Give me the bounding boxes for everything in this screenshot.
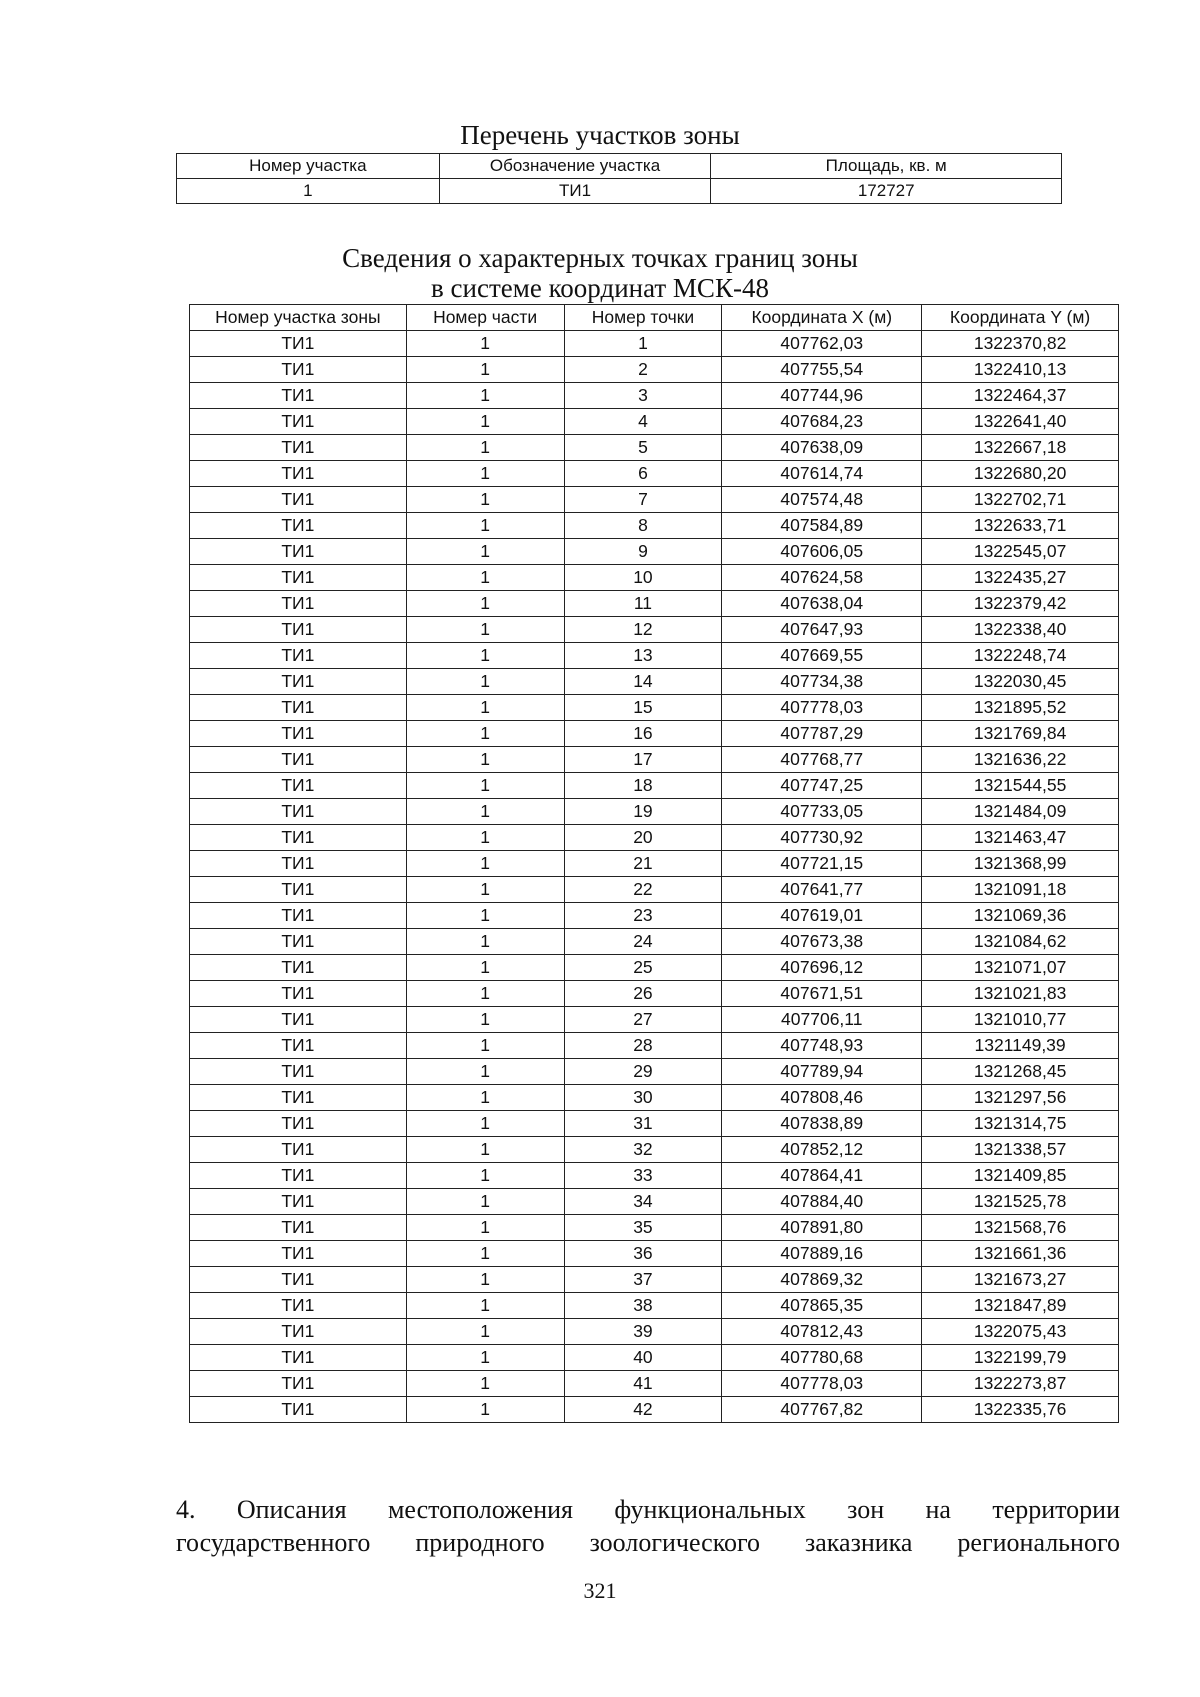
cell-zone-section: ТИ1 — [190, 617, 407, 643]
table-row — [190, 1033, 1119, 1059]
table-row — [190, 1267, 1119, 1293]
cell-part-number: 1 — [406, 591, 564, 617]
paragraph-line — [176, 1526, 1120, 1559]
paragraph-word: территории — [992, 1495, 1120, 1524]
cell-part-number: 1 — [406, 1371, 564, 1397]
header-zone-section: Номер участка зоны — [190, 305, 407, 331]
cell-part-number: 1 — [406, 461, 564, 487]
cell-part-number: 1 — [406, 955, 564, 981]
cell-point-number: 33 — [564, 1163, 722, 1189]
cell-zone-section: ТИ1 — [190, 331, 407, 357]
cell-coordinate-y: 1321368,99 — [922, 851, 1119, 877]
table-row — [190, 539, 1119, 565]
section-4-paragraph — [176, 1493, 1120, 1559]
cell-zone-section: ТИ1 — [190, 1241, 407, 1267]
cell-coordinate-x: 407696,12 — [722, 955, 922, 981]
paragraph-word: заказника — [804, 1528, 913, 1557]
points-table-header-row — [190, 305, 1119, 331]
cell-zone-section: ТИ1 — [190, 565, 407, 591]
cell-zone-section: ТИ1 — [190, 1293, 407, 1319]
points-table-title — [0, 243, 1200, 303]
cell-coordinate-y: 1321525,78 — [922, 1189, 1119, 1215]
cell-part-number: 1 — [406, 747, 564, 773]
cell-part-number: 1 — [406, 877, 564, 903]
cell-zone-section: ТИ1 — [190, 773, 407, 799]
cell-coordinate-x: 407647,93 — [722, 617, 922, 643]
table-row — [190, 1319, 1119, 1345]
cell-coordinate-y: 1321338,57 — [922, 1137, 1119, 1163]
table-row — [190, 825, 1119, 851]
points-table-title-line2: в системе координат МСК-48 — [431, 273, 769, 303]
cell-zone-section: ТИ1 — [190, 487, 407, 513]
cell-coordinate-y: 1322680,20 — [922, 461, 1119, 487]
cell-point-number: 17 — [564, 747, 722, 773]
cell-part-number: 1 — [406, 487, 564, 513]
cell-coordinate-y: 1321297,56 — [922, 1085, 1119, 1111]
table-row — [190, 1137, 1119, 1163]
cell-zone-section: ТИ1 — [190, 695, 407, 721]
cell-part-number: 1 — [406, 539, 564, 565]
paragraph-word: 4. — [176, 1495, 196, 1524]
table-row — [190, 929, 1119, 955]
cell-zone-section: ТИ1 — [190, 1215, 407, 1241]
cell-coordinate-y: 1322273,87 — [922, 1371, 1119, 1397]
cell-zone-section: ТИ1 — [190, 799, 407, 825]
cell-coordinate-y: 1322641,40 — [922, 409, 1119, 435]
cell-part-number: 1 — [406, 903, 564, 929]
cell-part-number: 1 — [406, 1293, 564, 1319]
cell-coordinate-y: 1322545,07 — [922, 539, 1119, 565]
cell-coordinate-y: 1321544,55 — [922, 773, 1119, 799]
cell-part-number: 1 — [406, 643, 564, 669]
cell-part-number: 1 — [406, 1033, 564, 1059]
cell-coordinate-x: 407747,25 — [722, 773, 922, 799]
cell-point-number: 23 — [564, 903, 722, 929]
paragraph-word: природного — [415, 1528, 545, 1557]
paragraph-word: зоологического — [589, 1528, 761, 1557]
cell-coordinate-y: 1321568,76 — [922, 1215, 1119, 1241]
cell-zone-section: ТИ1 — [190, 1267, 407, 1293]
cell-coordinate-y: 1321314,75 — [922, 1111, 1119, 1137]
cell-point-number: 36 — [564, 1241, 722, 1267]
cell-point-number: 18 — [564, 773, 722, 799]
cell-zone-section: ТИ1 — [190, 981, 407, 1007]
cell-part-number: 1 — [406, 773, 564, 799]
table-row — [190, 1345, 1119, 1371]
cell-coordinate-x: 407734,38 — [722, 669, 922, 695]
cell-part-number: 1 — [406, 1059, 564, 1085]
cell-coordinate-x: 407733,05 — [722, 799, 922, 825]
cell-point-number: 24 — [564, 929, 722, 955]
cell-point-number: 28 — [564, 1033, 722, 1059]
cell-coordinate-x: 407706,11 — [722, 1007, 922, 1033]
cell-coordinate-y: 1322075,43 — [922, 1319, 1119, 1345]
table-row — [190, 409, 1119, 435]
cell-part-number: 1 — [406, 1111, 564, 1137]
cell-coordinate-y: 1322633,71 — [922, 513, 1119, 539]
cell-part-number: 1 — [406, 513, 564, 539]
cell-coordinate-y: 1322335,76 — [922, 1397, 1119, 1423]
cell-coordinate-x: 407641,77 — [722, 877, 922, 903]
table-row — [190, 565, 1119, 591]
cell-coordinate-y: 1321484,09 — [922, 799, 1119, 825]
header-part-number: Номер части — [406, 305, 564, 331]
cell-coordinate-x: 407730,92 — [722, 825, 922, 851]
table-row — [190, 643, 1119, 669]
cell-point-number: 27 — [564, 1007, 722, 1033]
cell-coordinate-x: 407780,68 — [722, 1345, 922, 1371]
cell-coordinate-x: 407852,12 — [722, 1137, 922, 1163]
paragraph-word: государственного — [176, 1528, 371, 1557]
cell-point-number: 5 — [564, 435, 722, 461]
cell-part-number: 1 — [406, 565, 564, 591]
cell-zone-section: ТИ1 — [190, 1371, 407, 1397]
sections-table — [176, 153, 1062, 204]
cell-coordinate-x: 407638,04 — [722, 591, 922, 617]
cell-zone-section: ТИ1 — [190, 721, 407, 747]
table-row — [190, 435, 1119, 461]
cell-zone-section: ТИ1 — [190, 1033, 407, 1059]
cell-coordinate-y: 1321069,36 — [922, 903, 1119, 929]
cell-zone-section: ТИ1 — [190, 539, 407, 565]
cell-part-number: 1 — [406, 331, 564, 357]
cell-coordinate-y: 1321673,27 — [922, 1267, 1119, 1293]
cell-zone-section: ТИ1 — [190, 877, 407, 903]
table-row — [190, 1059, 1119, 1085]
cell-point-number: 40 — [564, 1345, 722, 1371]
cell-point-number: 42 — [564, 1397, 722, 1423]
cell-coordinate-y: 1322435,27 — [922, 565, 1119, 591]
cell-point-number: 13 — [564, 643, 722, 669]
page-number: 321 — [583, 1578, 617, 1603]
cell-coordinate-y: 1321091,18 — [922, 877, 1119, 903]
cell-zone-section: ТИ1 — [190, 747, 407, 773]
cell-zone-section: ТИ1 — [190, 929, 407, 955]
cell-coordinate-x: 407838,89 — [722, 1111, 922, 1137]
table-row — [190, 383, 1119, 409]
paragraph-line — [176, 1493, 1120, 1526]
table-row — [190, 1085, 1119, 1111]
cell-part-number: 1 — [406, 1345, 564, 1371]
paragraph-word: на — [925, 1495, 951, 1524]
cell-coordinate-y: 1322338,40 — [922, 617, 1119, 643]
cell-zone-section: ТИ1 — [190, 1059, 407, 1085]
cell-coordinate-y: 1322248,74 — [922, 643, 1119, 669]
paragraph-word: функциональных — [614, 1495, 806, 1524]
cell-zone-section: ТИ1 — [190, 1319, 407, 1345]
cell-part-number: 1 — [406, 799, 564, 825]
cell-zone-section: ТИ1 — [190, 461, 407, 487]
header-coordinate-y: Координата Y (м) — [922, 305, 1119, 331]
table-row — [190, 1397, 1119, 1423]
cell-coordinate-x: 407864,41 — [722, 1163, 922, 1189]
cell-coordinate-y: 1321268,45 — [922, 1059, 1119, 1085]
cell-coordinate-x: 407669,55 — [722, 643, 922, 669]
cell-part-number: 1 — [406, 1397, 564, 1423]
cell-point-number: 16 — [564, 721, 722, 747]
table-row — [190, 1111, 1119, 1137]
table-row — [190, 799, 1119, 825]
header-section-area: Площадь, кв. м — [711, 154, 1062, 179]
cell-point-number: 19 — [564, 799, 722, 825]
table-row — [177, 179, 1062, 204]
header-section-number: Номер участка — [177, 154, 440, 179]
cell-point-number: 32 — [564, 1137, 722, 1163]
cell-coordinate-x: 407755,54 — [722, 357, 922, 383]
table-row — [190, 669, 1119, 695]
table-row — [190, 851, 1119, 877]
cell-coordinate-x: 407778,03 — [722, 1371, 922, 1397]
cell-part-number: 1 — [406, 617, 564, 643]
cell-coordinate-x: 407673,38 — [722, 929, 922, 955]
header-section-designation: Обозначение участка — [439, 154, 711, 179]
table-row — [190, 1215, 1119, 1241]
cell-part-number: 1 — [406, 1267, 564, 1293]
cell-part-number: 1 — [406, 383, 564, 409]
cell-part-number: 1 — [406, 1163, 564, 1189]
table-row — [190, 513, 1119, 539]
table-row — [190, 981, 1119, 1007]
cell-coordinate-y: 1321847,89 — [922, 1293, 1119, 1319]
cell-coordinate-x: 407891,80 — [722, 1215, 922, 1241]
cell-point-number: 11 — [564, 591, 722, 617]
table-row — [190, 591, 1119, 617]
cell-coordinate-y: 1322464,37 — [922, 383, 1119, 409]
cell-coordinate-y: 1321769,84 — [922, 721, 1119, 747]
cell-zone-section: ТИ1 — [190, 383, 407, 409]
cell-coordinate-y: 1321463,47 — [922, 825, 1119, 851]
cell-coordinate-y: 1322667,18 — [922, 435, 1119, 461]
cell-coordinate-y: 1322199,79 — [922, 1345, 1119, 1371]
table-row — [190, 1007, 1119, 1033]
table-row — [190, 1371, 1119, 1397]
cell-coordinate-x: 407721,15 — [722, 851, 922, 877]
cell-point-number: 2 — [564, 357, 722, 383]
cell-point-number: 6 — [564, 461, 722, 487]
cell-zone-section: ТИ1 — [190, 1397, 407, 1423]
cell-zone-section: ТИ1 — [190, 1137, 407, 1163]
cell-point-number: 3 — [564, 383, 722, 409]
cell-point-number: 12 — [564, 617, 722, 643]
cell-zone-section: ТИ1 — [190, 1111, 407, 1137]
cell-coordinate-x: 407767,82 — [722, 1397, 922, 1423]
cell-point-number: 31 — [564, 1111, 722, 1137]
cell-section-number: 1 — [177, 179, 440, 204]
table-row — [190, 1241, 1119, 1267]
cell-zone-section: ТИ1 — [190, 955, 407, 981]
cell-point-number: 22 — [564, 877, 722, 903]
cell-part-number: 1 — [406, 1189, 564, 1215]
points-table — [189, 304, 1119, 1423]
table-row — [190, 1293, 1119, 1319]
table-row — [190, 695, 1119, 721]
paragraph-word: зон — [847, 1495, 885, 1524]
cell-coordinate-y: 1321661,36 — [922, 1241, 1119, 1267]
cell-coordinate-x: 407744,96 — [722, 383, 922, 409]
cell-point-number: 35 — [564, 1215, 722, 1241]
cell-coordinate-x: 407638,09 — [722, 435, 922, 461]
cell-coordinate-x: 407812,43 — [722, 1319, 922, 1345]
cell-coordinate-y: 1321149,39 — [922, 1033, 1119, 1059]
cell-coordinate-y: 1322030,45 — [922, 669, 1119, 695]
cell-part-number: 1 — [406, 1215, 564, 1241]
cell-zone-section: ТИ1 — [190, 1085, 407, 1111]
cell-coordinate-x: 407778,03 — [722, 695, 922, 721]
table-row — [190, 357, 1119, 383]
cell-coordinate-y: 1321010,77 — [922, 1007, 1119, 1033]
cell-point-number: 1 — [564, 331, 722, 357]
cell-zone-section: ТИ1 — [190, 825, 407, 851]
cell-point-number: 29 — [564, 1059, 722, 1085]
cell-point-number: 20 — [564, 825, 722, 851]
cell-point-number: 15 — [564, 695, 722, 721]
cell-coordinate-x: 407869,32 — [722, 1267, 922, 1293]
cell-coordinate-x: 407748,93 — [722, 1033, 922, 1059]
cell-zone-section: ТИ1 — [190, 903, 407, 929]
cell-part-number: 1 — [406, 981, 564, 1007]
cell-point-number: 4 — [564, 409, 722, 435]
cell-zone-section: ТИ1 — [190, 591, 407, 617]
sections-table-header-row — [177, 154, 1062, 179]
cell-point-number: 34 — [564, 1189, 722, 1215]
paragraph-word: регионального — [957, 1528, 1120, 1557]
cell-coordinate-y: 1321409,85 — [922, 1163, 1119, 1189]
cell-coordinate-x: 407768,77 — [722, 747, 922, 773]
cell-point-number: 21 — [564, 851, 722, 877]
cell-section-area: 172727 — [711, 179, 1062, 204]
cell-part-number: 1 — [406, 1007, 564, 1033]
cell-coordinate-x: 407584,89 — [722, 513, 922, 539]
cell-part-number: 1 — [406, 669, 564, 695]
cell-zone-section: ТИ1 — [190, 409, 407, 435]
cell-coordinate-x: 407808,46 — [722, 1085, 922, 1111]
cell-part-number: 1 — [406, 357, 564, 383]
cell-coordinate-x: 407624,58 — [722, 565, 922, 591]
sections-table-title: Перечень участков зоны — [460, 120, 740, 150]
cell-coordinate-x: 407574,48 — [722, 487, 922, 513]
cell-coordinate-x: 407884,40 — [722, 1189, 922, 1215]
header-point-number: Номер точки — [564, 305, 722, 331]
table-row — [190, 331, 1119, 357]
cell-zone-section: ТИ1 — [190, 851, 407, 877]
cell-point-number: 30 — [564, 1085, 722, 1111]
cell-coordinate-y: 1322410,13 — [922, 357, 1119, 383]
table-row — [190, 903, 1119, 929]
points-table-body — [190, 331, 1119, 1423]
cell-part-number: 1 — [406, 435, 564, 461]
cell-point-number: 38 — [564, 1293, 722, 1319]
cell-part-number: 1 — [406, 1137, 564, 1163]
cell-coordinate-y: 1321636,22 — [922, 747, 1119, 773]
cell-zone-section: ТИ1 — [190, 513, 407, 539]
cell-coordinate-y: 1321021,83 — [922, 981, 1119, 1007]
cell-coordinate-x: 407865,35 — [722, 1293, 922, 1319]
cell-coordinate-x: 407614,74 — [722, 461, 922, 487]
cell-part-number: 1 — [406, 1319, 564, 1345]
cell-point-number: 8 — [564, 513, 722, 539]
cell-coordinate-y: 1321084,62 — [922, 929, 1119, 955]
cell-coordinate-x: 407789,94 — [722, 1059, 922, 1085]
table-row — [190, 617, 1119, 643]
cell-part-number: 1 — [406, 929, 564, 955]
cell-coordinate-y: 1321895,52 — [922, 695, 1119, 721]
cell-part-number: 1 — [406, 721, 564, 747]
cell-point-number: 9 — [564, 539, 722, 565]
cell-coordinate-x: 407684,23 — [722, 409, 922, 435]
cell-coordinate-x: 407889,16 — [722, 1241, 922, 1267]
table-row — [190, 747, 1119, 773]
cell-point-number: 10 — [564, 565, 722, 591]
cell-coordinate-x: 407606,05 — [722, 539, 922, 565]
cell-zone-section: ТИ1 — [190, 435, 407, 461]
header-coordinate-x: Координата X (м) — [722, 305, 922, 331]
table-row — [190, 877, 1119, 903]
points-table-title-line1: Сведения о характерных точках границ зоны — [342, 243, 858, 273]
cell-zone-section: ТИ1 — [190, 1007, 407, 1033]
cell-point-number: 14 — [564, 669, 722, 695]
cell-zone-section: ТИ1 — [190, 1163, 407, 1189]
cell-section-designation: ТИ1 — [439, 179, 711, 204]
table-row — [190, 1189, 1119, 1215]
cell-part-number: 1 — [406, 695, 564, 721]
cell-point-number: 25 — [564, 955, 722, 981]
cell-coordinate-y: 1322379,42 — [922, 591, 1119, 617]
cell-point-number: 26 — [564, 981, 722, 1007]
cell-zone-section: ТИ1 — [190, 1345, 407, 1371]
cell-part-number: 1 — [406, 851, 564, 877]
cell-coordinate-x: 407619,01 — [722, 903, 922, 929]
cell-part-number: 1 — [406, 1241, 564, 1267]
table-row — [190, 721, 1119, 747]
cell-part-number: 1 — [406, 825, 564, 851]
table-row — [190, 1163, 1119, 1189]
cell-coordinate-y: 1321071,07 — [922, 955, 1119, 981]
cell-coordinate-y: 1322370,82 — [922, 331, 1119, 357]
paragraph-word: Описания — [236, 1495, 347, 1524]
cell-coordinate-x: 407787,29 — [722, 721, 922, 747]
paragraph-word: местоположения — [387, 1495, 573, 1524]
cell-point-number: 39 — [564, 1319, 722, 1345]
cell-zone-section: ТИ1 — [190, 1189, 407, 1215]
cell-part-number: 1 — [406, 409, 564, 435]
cell-coordinate-x: 407671,51 — [722, 981, 922, 1007]
cell-coordinate-x: 407762,03 — [722, 331, 922, 357]
cell-zone-section: ТИ1 — [190, 669, 407, 695]
cell-zone-section: ТИ1 — [190, 643, 407, 669]
cell-coordinate-y: 1322702,71 — [922, 487, 1119, 513]
cell-point-number: 37 — [564, 1267, 722, 1293]
cell-point-number: 7 — [564, 487, 722, 513]
table-row — [190, 773, 1119, 799]
table-row — [190, 487, 1119, 513]
cell-zone-section: ТИ1 — [190, 357, 407, 383]
table-row — [190, 955, 1119, 981]
cell-point-number: 41 — [564, 1371, 722, 1397]
cell-part-number: 1 — [406, 1085, 564, 1111]
table-row — [190, 461, 1119, 487]
